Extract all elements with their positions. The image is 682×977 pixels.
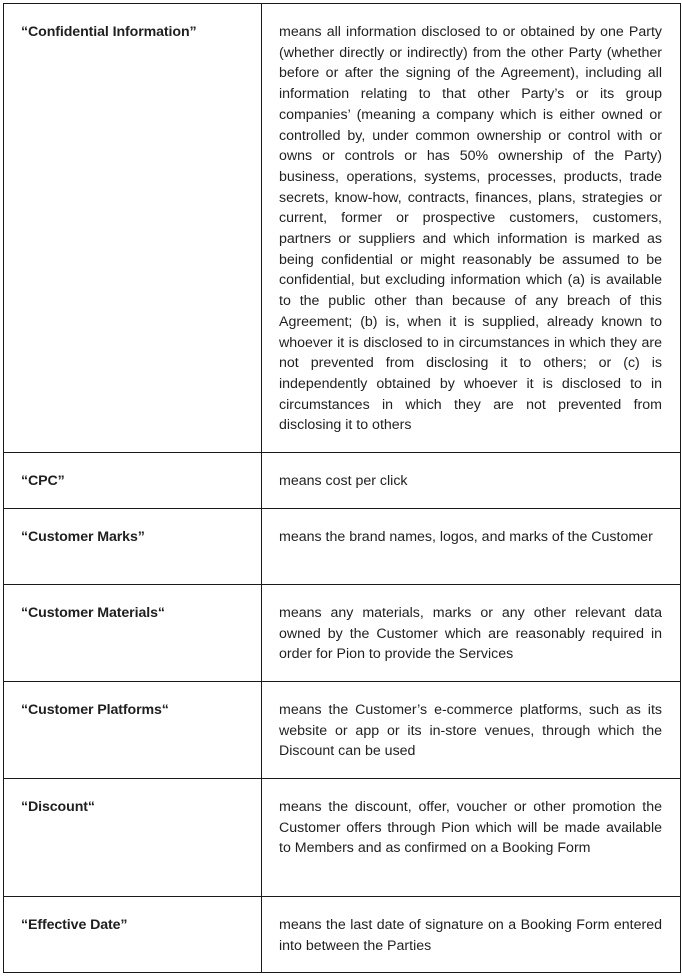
definition-term: “Discount“	[4, 779, 262, 897]
definition-text: means all information disclosed to or obtained by one Party (whether directly or indirectly) from the other Party (whether before or after the signing of the Agreement), including all information relating to that other Party’s or its group companies’ (meaning a company which is either owned or controlled by, under common ownership or control with or owns or controls or has 50% ownership of the Party) business, operations, systems, processes, products, trade secrets, know-how, contracts, finances, plans, strategies or current, former or prospective customers, customers, partners or suppliers and which information is marked as being confidential or might reasonably be assumed to be confidential, but excluding information which (a) is available to the public other than because of any breach of this Agreement; (b) is, when it is supplied, already known to whoever it is disclosed to in circumstances in which they are not prevented from disclosing it to others; or (c) is independently obtained by whoever it is disclosed to in circumstances in which they are not prevented from disclosing it to others	[262, 4, 681, 453]
definition-row	[4, 453, 681, 509]
definition-term: “Customer Materials“	[4, 585, 262, 682]
definition-row	[4, 897, 681, 973]
definition-term: “Customer Platforms“	[4, 682, 262, 779]
definition-row	[4, 509, 681, 585]
definition-row	[4, 682, 681, 779]
definition-text: means cost per click	[262, 453, 681, 509]
definition-row	[4, 4, 681, 453]
definition-text: means any materials, marks or any other relevant data owned by the Customer which are reasonably required in order for Pion to provide the Services	[262, 585, 681, 682]
definition-term: “Effective Date”	[4, 897, 262, 973]
definition-text: means the discount, offer, voucher or other promotion the Customer offers through Pion which will be made available to Members and as confirmed on a Booking Form	[262, 779, 681, 897]
definition-term: “CPC”	[4, 453, 262, 509]
definition-text: means the last date of signature on a Booking Form entered into between the Parties	[262, 897, 681, 973]
definition-text: means the Customer’s e-commerce platforms, such as its website or app or its in-store venues, through which the Discount can be used	[262, 682, 681, 779]
definition-row	[4, 585, 681, 682]
definitions-table	[3, 3, 681, 973]
definition-text: means the brand names, logos, and marks of the Customer	[262, 509, 681, 585]
definition-term: “Confidential Information”	[4, 4, 262, 453]
definition-row	[4, 779, 681, 897]
definition-term: “Customer Marks”	[4, 509, 262, 585]
